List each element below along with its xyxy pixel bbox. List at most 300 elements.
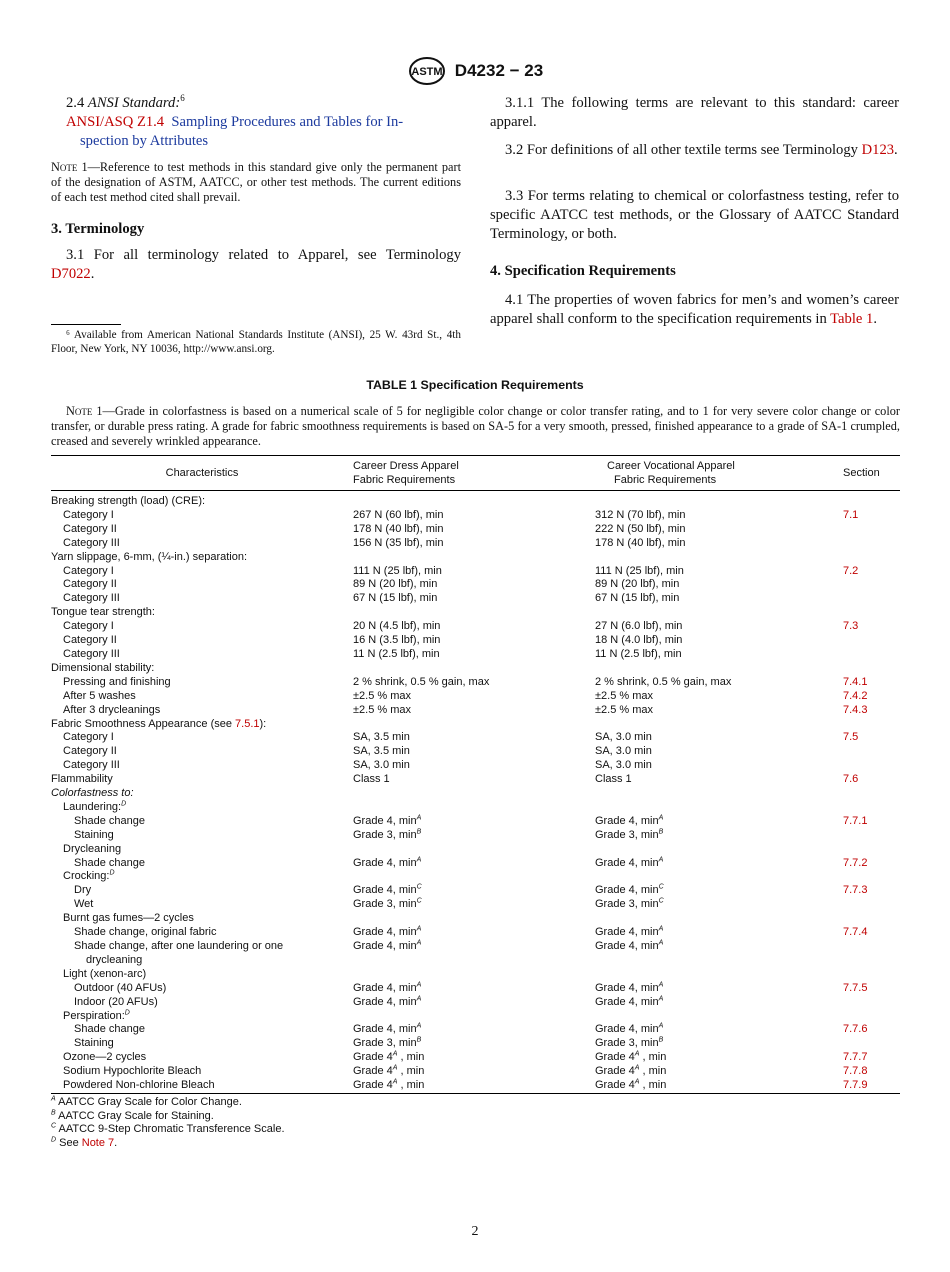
cell-dress <box>353 982 595 996</box>
cell-dress <box>353 565 595 579</box>
cell-characteristic <box>51 491 353 509</box>
para-3-2 <box>490 141 899 160</box>
cell-dress <box>353 662 595 676</box>
footnote-mark: A <box>416 1022 422 1030</box>
d7022-link[interactable]: D7022 <box>51 266 91 282</box>
footnote-text: AATCC 9-Step Chromatic Transference Scale. <box>56 1123 285 1136</box>
table-1-link[interactable]: Table 1 <box>830 311 874 327</box>
section-link[interactable]: 7.3 <box>843 620 859 633</box>
cell-vocational <box>595 509 843 523</box>
cell-section[interactable] <box>843 509 900 523</box>
cell-dress <box>353 1023 595 1037</box>
table-row <box>51 926 900 940</box>
cell-section <box>843 634 900 648</box>
cell-section[interactable] <box>843 1023 900 1037</box>
footnote-mark: B <box>416 828 422 836</box>
para-3-3: 3.3 For terms relating to chemical or colorfastness testing, refer to specific AATCC test methods, or the Glossary of AATCC Standard Terminology, or both. <box>490 188 899 242</box>
cell-characteristic <box>51 954 353 968</box>
footnote-mark: C <box>51 1122 57 1130</box>
table-row <box>51 1023 900 1037</box>
section-link[interactable]: 7.7.4 <box>843 926 868 939</box>
characteristic-text: Laundering: <box>63 800 122 813</box>
table-row <box>51 578 900 592</box>
characteristic-text: Flammability <box>51 773 113 786</box>
requirement-text: 111 N (25 lbf), min <box>353 564 442 577</box>
cell-vocational <box>595 592 843 606</box>
table-row <box>51 565 900 579</box>
cell-section[interactable] <box>843 815 900 829</box>
footnote-mark: C <box>658 897 664 905</box>
cell-dress <box>353 537 595 551</box>
table-row <box>51 815 900 829</box>
requirement-text: 89 N (20 lbf), min <box>595 578 680 591</box>
cell-characteristic <box>51 718 353 732</box>
table-row <box>51 634 900 648</box>
characteristic-text: Colorfastness to: <box>51 787 134 800</box>
requirement-text: Grade 4, min <box>353 1023 417 1036</box>
characteristic-text: Tongue tear strength: <box>51 606 155 619</box>
table-footnote <box>51 1110 651 1124</box>
cell-section <box>843 662 900 676</box>
cell-dress <box>353 898 595 912</box>
section-link[interactable]: 7.7.9 <box>843 1079 868 1092</box>
cell-dress <box>353 857 595 871</box>
cell-dress <box>353 578 595 592</box>
cell-vocational <box>595 801 843 815</box>
cell-dress <box>353 1079 595 1093</box>
footnote-mark: D <box>124 1008 130 1016</box>
requirement-text: Grade 4 <box>353 1051 393 1064</box>
characteristic-text: Shade change <box>74 814 145 827</box>
section-link[interactable]: 7.7.7 <box>843 1051 868 1064</box>
table-header-row <box>51 456 900 491</box>
footnote-mark: A <box>634 1078 640 1086</box>
table-row <box>51 704 900 718</box>
table-row <box>51 857 900 871</box>
characteristic-text: Category II <box>63 522 117 535</box>
requirement-text: Grade 3, min <box>353 828 417 841</box>
cell-characteristic <box>51 537 353 551</box>
cell-characteristic <box>51 968 353 982</box>
table-note-text: Grade in colorfastness is based on a numerical scale of 5 for negligible color change or color transfer rating, and to 1 for very severe color change or color transfer, or durable press rating. A grade for fabric smoothness requirements is based on SA-5 for a very smooth, pressed, finished appearance to a grade of SA-1 crumpled, creased and severely wrinkled appearance. <box>51 404 900 449</box>
characteristic-end: ): <box>259 717 267 730</box>
cell-characteristic <box>51 1010 353 1024</box>
requirement-text: 18 N (4.0 lbf), min <box>595 634 683 647</box>
table-row <box>51 940 900 954</box>
cell-dress <box>353 1010 595 1024</box>
requirement-text: Grade 3, min <box>595 898 659 911</box>
requirement-text: 156 N (35 lbf), min <box>353 536 444 549</box>
cell-characteristic <box>51 1079 353 1093</box>
table-row <box>51 1051 900 1065</box>
cell-characteristic <box>51 690 353 704</box>
cell-dress <box>353 843 595 857</box>
cell-characteristic <box>51 578 353 592</box>
characteristic-text: Category III <box>63 647 120 660</box>
cell-section <box>843 718 900 732</box>
section-link[interactable]: 7.2 <box>843 564 859 577</box>
footnote-mark: A <box>416 981 422 989</box>
col-voc-line2: Fabric Requirements <box>614 474 717 486</box>
p32-end: . <box>894 142 898 158</box>
cell-dress <box>353 759 595 773</box>
cell-dress <box>353 1051 595 1065</box>
cell-dress <box>353 606 595 620</box>
table-row <box>51 787 900 801</box>
footnote-mark: B <box>658 828 664 836</box>
section-link[interactable]: 7.6 <box>843 773 859 786</box>
ansi-ref-title-link-2[interactable]: spection by Attributes <box>80 133 209 149</box>
cell-dress <box>353 592 595 606</box>
cell-section <box>843 745 900 759</box>
table-row <box>51 1010 900 1024</box>
table-row <box>51 759 900 773</box>
cell-section <box>843 829 900 843</box>
p41-end: . <box>873 311 877 327</box>
cell-section[interactable] <box>843 1051 900 1065</box>
footnote-mark: A <box>658 939 664 947</box>
requirement-text: ±2.5 % max <box>353 689 412 702</box>
cell-dress <box>353 1037 595 1051</box>
cell-section <box>843 606 900 620</box>
cell-characteristic <box>51 815 353 829</box>
requirement-text: 16 N (3.5 lbf), min <box>353 634 441 647</box>
cell-section[interactable] <box>843 704 900 718</box>
section-link[interactable]: 7.7.2 <box>843 856 868 869</box>
cell-vocational <box>595 648 843 662</box>
ansi-reference[interactable] <box>66 113 462 132</box>
cell-vocational <box>595 996 843 1010</box>
section-link[interactable]: 7.7.6 <box>843 1023 868 1036</box>
cell-section <box>843 592 900 606</box>
cell-dress <box>353 634 595 648</box>
section-link[interactable]: 7.4.3 <box>843 703 868 716</box>
svg-text:ASTM: ASTM <box>411 66 443 78</box>
footnote-text: AATCC Gray Scale for Color Change. <box>55 1096 242 1108</box>
requirement-text: 178 N (40 lbf), min <box>595 536 686 549</box>
characteristic-text: After 5 washes <box>63 689 136 702</box>
footnote-mark: A <box>416 994 422 1002</box>
footnote-mark: A <box>658 994 664 1002</box>
cell-section <box>843 968 900 982</box>
cell-characteristic <box>51 759 353 773</box>
cell-section[interactable] <box>843 565 900 579</box>
cell-vocational <box>595 940 843 954</box>
cell-dress <box>353 829 595 843</box>
footnote-mark: A <box>392 1064 398 1072</box>
cell-section[interactable] <box>843 857 900 871</box>
cell-characteristic <box>51 884 353 898</box>
cell-dress <box>353 523 595 537</box>
p32-text: 3.2 For definitions of all other textile terms see Terminology <box>505 142 858 158</box>
requirement-text: 89 N (20 lbf), min <box>353 578 438 591</box>
requirement-text: Grade 4 <box>595 1065 635 1078</box>
cell-section[interactable] <box>843 1079 900 1093</box>
table-row <box>51 523 900 537</box>
table-row <box>51 1079 900 1093</box>
characteristic-text: Ozone—2 cycles <box>63 1051 147 1064</box>
cell-characteristic <box>51 787 353 801</box>
section-2-4-heading <box>66 94 462 113</box>
s24-title: ANSI Standard: <box>87 95 181 111</box>
cell-dress <box>353 968 595 982</box>
cell-characteristic <box>51 551 353 565</box>
characteristic-text: Drycleaning <box>63 842 122 855</box>
footnote-end: . <box>114 1137 118 1150</box>
requirement-end: , min <box>639 1065 667 1078</box>
note1-lead: Note 1— <box>51 160 100 174</box>
characteristic-text: Category II <box>63 578 117 591</box>
cell-vocational <box>595 898 843 912</box>
table-footnote <box>51 1123 651 1137</box>
table-row <box>51 954 900 968</box>
cell-section <box>843 551 900 565</box>
requirement-text: Grade 4, min <box>353 981 417 994</box>
cell-dress <box>353 926 595 940</box>
cell-vocational <box>595 731 843 745</box>
table-row <box>51 745 900 759</box>
cell-vocational <box>595 662 843 676</box>
col-dress-line1: Career Dress Apparel <box>353 460 459 472</box>
table-row <box>51 884 900 898</box>
characteristic-text: Perspiration: <box>63 1009 125 1022</box>
table-row <box>51 912 900 926</box>
requirement-text: Grade 4, min <box>595 856 659 869</box>
table-row <box>51 996 900 1010</box>
table-row <box>51 606 900 620</box>
cell-section[interactable] <box>843 982 900 996</box>
cell-section[interactable] <box>843 1065 900 1079</box>
cell-vocational <box>595 718 843 732</box>
requirement-text: 222 N (50 lbf), min <box>595 522 686 535</box>
requirement-end: , min <box>397 1065 425 1078</box>
requirement-text: 67 N (15 lbf), min <box>595 592 680 605</box>
table-row <box>51 648 900 662</box>
col-dress <box>353 456 595 491</box>
cell-characteristic <box>51 1023 353 1037</box>
cell-dress <box>353 509 595 523</box>
cell-dress <box>353 718 595 732</box>
requirement-text: Grade 4 <box>595 1079 635 1092</box>
cell-section <box>843 1037 900 1051</box>
cell-dress <box>353 954 595 968</box>
specification-table <box>51 455 900 1094</box>
section-link[interactable]: 7.4.2 <box>843 689 868 702</box>
cell-vocational <box>595 745 843 759</box>
requirement-text: Grade 4, min <box>595 884 659 897</box>
note-7-link[interactable]: Note 7 <box>81 1137 115 1150</box>
characteristic-text: Burnt gas fumes—2 cycles <box>63 912 194 925</box>
cell-section <box>843 843 900 857</box>
characteristic-text: Category II <box>63 745 117 758</box>
cell-vocational <box>595 843 843 857</box>
cell-dress <box>353 801 595 815</box>
cell-section <box>843 523 900 537</box>
requirement-text: Grade 4, min <box>595 814 659 827</box>
characteristic-text: Category I <box>63 620 114 633</box>
cell-dress <box>353 491 595 509</box>
ansi-ref-code-link[interactable]: ANSI/ASQ Z1.4 <box>66 114 165 130</box>
footnote-mark: A <box>392 1050 398 1058</box>
section-link[interactable]: 7.4.1 <box>843 675 868 688</box>
cell-dress <box>353 745 595 759</box>
section-link[interactable]: 7.7.1 <box>843 814 868 827</box>
characteristic-text: Yarn slippage, 6-mm, (¼-in.) separation: <box>51 550 248 563</box>
cell-vocational <box>595 870 843 884</box>
section-link[interactable]: 7.7.5 <box>843 981 868 994</box>
requirement-text: Grade 4, min <box>353 940 417 952</box>
requirement-text: Grade 3, min <box>595 1037 659 1050</box>
characteristic-text: Staining <box>74 828 114 841</box>
ansi-ref-title-link[interactable]: Sampling Procedures and Tables for In- <box>171 114 404 130</box>
d123-link[interactable]: D123 <box>861 142 895 158</box>
cell-section <box>843 912 900 926</box>
cell-vocational <box>595 565 843 579</box>
cell-section <box>843 1010 900 1024</box>
table-footnote <box>51 1137 651 1151</box>
cell-section <box>843 578 900 592</box>
requirement-text: 11 N (2.5 lbf), min <box>353 647 440 660</box>
cell-section[interactable] <box>843 884 900 898</box>
footnote-mark: A <box>658 855 664 863</box>
cell-characteristic <box>51 592 353 606</box>
requirement-text: 2 % shrink, 0.5 % gain, max <box>353 675 490 688</box>
characteristic-text: Shade change <box>74 1023 145 1036</box>
p31-text: 3.1 For all terminology related to Apparel, see Terminology <box>66 247 461 263</box>
cell-characteristic <box>51 509 353 523</box>
characteristic-text: Category III <box>63 592 120 605</box>
cell-section[interactable] <box>843 620 900 634</box>
cell-vocational <box>595 578 843 592</box>
section-link[interactable]: 7.5 <box>843 731 859 744</box>
cell-section <box>843 648 900 662</box>
col-characteristics: Characteristics <box>51 456 353 491</box>
requirement-text: ±2.5 % max <box>595 689 654 702</box>
cell-dress <box>353 912 595 926</box>
cell-characteristic <box>51 620 353 634</box>
cell-characteristic <box>51 940 353 954</box>
footnote-6: ⁶ Available from American National Standards Institute (ANSI), 25 W. 43rd St., 4th Floor, New York, NY 10036, http://www.ansi.org. <box>51 329 461 355</box>
cell-section[interactable] <box>843 773 900 787</box>
cell-section[interactable] <box>843 731 900 745</box>
cell-characteristic <box>51 662 353 676</box>
cell-characteristic <box>51 982 353 996</box>
characteristic-text: Dimensional stability: <box>51 661 155 674</box>
footnote-mark: A <box>658 981 664 989</box>
footnote-mark: C <box>416 883 422 891</box>
cell-section <box>843 996 900 1010</box>
cell-vocational <box>595 1023 843 1037</box>
requirement-text: 20 N (4.5 lbf), min <box>353 620 441 633</box>
section-link[interactable]: 7.1 <box>843 508 859 521</box>
note-1 <box>51 160 461 206</box>
cell-dress <box>353 648 595 662</box>
cell-section <box>843 491 900 509</box>
footnote-mark: A <box>634 1064 640 1072</box>
cell-characteristic <box>51 606 353 620</box>
requirement-end: , min <box>639 1079 667 1092</box>
table-row <box>51 801 900 815</box>
cell-vocational <box>595 537 843 551</box>
requirement-end: , min <box>397 1079 425 1092</box>
col-dress-line2: Fabric Requirements <box>353 474 456 486</box>
requirement-text: ±2.5 % max <box>595 703 654 716</box>
cell-section[interactable] <box>843 676 900 690</box>
cell-vocational <box>595 829 843 843</box>
cell-dress <box>353 620 595 634</box>
requirement-end: , min <box>397 1051 425 1064</box>
col-voc-line1: Career Vocational Apparel <box>607 460 735 472</box>
page-number: 2 <box>471 1224 479 1239</box>
requirement-text: 2 % shrink, 0.5 % gain, max <box>595 675 732 688</box>
requirement-text: Grade 4, min <box>353 884 417 897</box>
characteristic-text: Category I <box>63 508 114 521</box>
cell-section[interactable] <box>843 690 900 704</box>
para-3-1-1: 3.1.1 The following terms are relevant to this standard: career apparel. <box>490 95 899 130</box>
cell-characteristic <box>51 912 353 926</box>
requirement-end: , min <box>639 1051 667 1064</box>
cell-dress <box>353 731 595 745</box>
characteristic-text: Light (xenon-arc) <box>63 967 147 980</box>
cell-dress <box>353 773 595 787</box>
characteristic-text: Category III <box>63 536 120 549</box>
cell-section <box>843 940 900 954</box>
footnote-mark: A <box>416 814 422 822</box>
requirement-text: SA, 3.0 min <box>353 759 410 772</box>
cell-dress <box>353 1065 595 1079</box>
footnote-mark: A <box>634 1050 640 1058</box>
requirement-text: Grade 4, min <box>595 1023 659 1036</box>
requirement-text: 11 N (2.5 lbf), min <box>595 647 682 660</box>
cell-vocational <box>595 606 843 620</box>
requirement-text: Class 1 <box>595 773 632 786</box>
table-note <box>51 404 900 450</box>
cell-vocational <box>595 491 843 509</box>
section-link[interactable]: 7.7.3 <box>843 884 868 897</box>
section-4-title: 4. Specification Requirements <box>490 263 676 279</box>
requirement-text: 267 N (60 lbf), min <box>353 508 444 521</box>
table-row <box>51 551 900 565</box>
cell-dress <box>353 996 595 1010</box>
footnote-mark: B <box>658 1036 664 1044</box>
footnote-text: AATCC Gray Scale for Staining. <box>55 1109 214 1122</box>
characteristic-text: Category I <box>63 731 114 744</box>
cell-section <box>843 954 900 968</box>
cell-dress <box>353 870 595 884</box>
requirement-text: Grade 4 <box>595 1051 635 1064</box>
page-header <box>0 56 950 86</box>
table-row <box>51 537 900 551</box>
requirement-text: Grade 4 <box>353 1065 393 1078</box>
section-ref-link[interactable]: 7.5.1 <box>235 717 260 730</box>
characteristic-text: Pressing and finishing <box>63 675 171 688</box>
cell-section <box>843 787 900 801</box>
cell-section[interactable] <box>843 926 900 940</box>
requirement-text: Grade 4, min <box>353 995 417 1008</box>
cell-characteristic <box>51 634 353 648</box>
characteristic-text: Staining <box>74 1037 114 1050</box>
table-row <box>51 829 900 843</box>
characteristic-text: Sodium Hypochlorite Bleach <box>63 1065 202 1078</box>
cell-characteristic <box>51 996 353 1010</box>
requirement-text: 111 N (25 lbf), min <box>595 564 684 577</box>
cell-dress <box>353 787 595 801</box>
cell-dress <box>353 815 595 829</box>
footnote-mark: A <box>416 925 422 933</box>
section-link[interactable]: 7.7.8 <box>843 1065 868 1078</box>
cell-characteristic <box>51 1037 353 1051</box>
footnote-mark: A <box>416 855 422 863</box>
